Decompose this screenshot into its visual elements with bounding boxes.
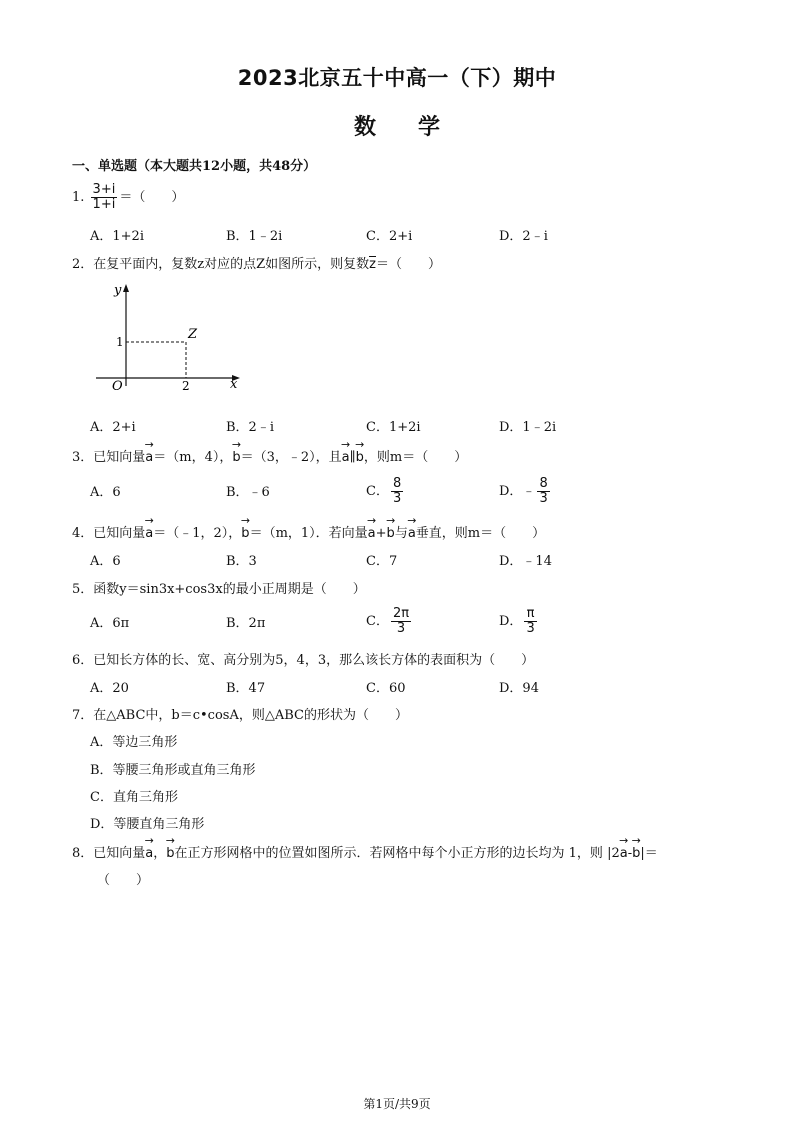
q5-option-a: A．6π: [90, 616, 130, 631]
q3-option-a: A．6: [90, 485, 121, 500]
q1-option-a: A．1+2i: [90, 229, 144, 244]
q3-part-1: 3．已知向量: [72, 450, 146, 465]
q3-part-2: ＝（m，4），: [153, 450, 233, 465]
frac-den: 3: [539, 491, 548, 506]
vector-a: → a: [408, 526, 416, 542]
frac-num: 2π: [392, 606, 410, 621]
frac-den: 3: [392, 491, 402, 506]
vector-a: → a: [145, 846, 153, 862]
x-label: x: [230, 377, 238, 392]
q1-option-b: B．1﹣2i: [226, 229, 283, 244]
q2-option-a: A．2+i: [90, 420, 136, 435]
q1-fraction: [91, 183, 118, 212]
y-tick-label: 1: [116, 335, 124, 349]
q3-part-3: ＝（3，﹣2），且: [240, 450, 342, 465]
q2-option-d: D．1﹣2i: [499, 420, 557, 435]
q2-complex-plane-graph: [90, 282, 250, 394]
q4-option-a: A．6: [90, 554, 121, 569]
page-footer: 第1页/共9页: [363, 1097, 431, 1111]
q2-text-pre: 2．在复平面内，复数z对应的点Z如图所示，则复数: [72, 257, 370, 272]
frac-num: π: [524, 607, 536, 622]
y-axis-arrow: [123, 284, 129, 292]
vector-a: → a: [368, 526, 376, 542]
q4-part-4: 与: [394, 526, 408, 541]
vector-a: → a: [145, 450, 153, 466]
q3-option-d-fraction: [537, 477, 549, 506]
q5-option-b: B．2π: [226, 616, 266, 631]
question-4: [72, 526, 545, 542]
abs-left: |: [607, 846, 612, 861]
q5-option-c: [366, 607, 413, 636]
vector-b: → b: [241, 526, 249, 542]
q4-part-1: 4．已知向量: [72, 526, 146, 541]
point-z-label: Z: [188, 327, 198, 342]
origin-label: O: [112, 379, 123, 394]
q2-option-c: C．1+2i: [366, 420, 421, 435]
q4-option-d: D．﹣14: [499, 554, 552, 569]
q4-option-c: C．7: [366, 554, 398, 569]
q4-part-2: ＝（﹣1，2），: [153, 526, 242, 541]
q1-option-c: C．2+i: [366, 229, 413, 244]
coefficient-two: 2: [611, 846, 620, 861]
q2-option-b: B．2﹣i: [226, 420, 274, 435]
q8-part-1: 8．已知向量: [72, 846, 146, 861]
question-2: [72, 257, 441, 273]
y-label: y: [114, 283, 122, 298]
q3-option-c-label: C．: [366, 484, 389, 499]
q8-comma: ，: [153, 846, 167, 861]
q4-part-5: 垂直，则m＝（ ）: [415, 526, 546, 541]
minus-sign: -: [627, 846, 633, 861]
q3-part-5: ，则m＝（ ）: [363, 450, 468, 465]
vector-b: → b: [356, 450, 364, 466]
q4-plus: +: [375, 526, 387, 541]
vector-a: → a: [620, 846, 628, 862]
q6-option-d: D．94: [499, 681, 539, 696]
page-title: 2023北京五十中高一（下）期中: [237, 66, 557, 90]
q5-option-c-fraction: [391, 607, 411, 636]
q2-text-post: ＝（ ）: [375, 257, 441, 272]
x-tick-label: 2: [182, 379, 190, 393]
q4-option-b: B．3: [226, 554, 257, 569]
q6-option-b: B．47: [226, 681, 266, 696]
subject-title: 数学: [353, 115, 482, 140]
q1-option-d: D．2﹣i: [499, 229, 548, 244]
question-8: [72, 846, 658, 862]
q3-option-c-fraction: [391, 477, 403, 506]
vector-b: → b: [232, 450, 240, 466]
q7-option-a: A．等边三角形: [90, 735, 178, 750]
q2-z-conjugate: z: [369, 257, 376, 272]
q7-option-b: B．等腰三角形或直角三角形: [90, 763, 256, 778]
question-6: 6．已知长方体的长、宽、高分别为5，4，3，那么该长方体的表面积为（ ）: [72, 653, 535, 668]
question-7: 7．在△ABC中，b＝c•cosA，则△ABC的形状为（ ）: [72, 708, 408, 723]
q3-option-b: B．﹣6: [226, 485, 270, 500]
q4-part-3: ＝（m，1）．若向量: [249, 526, 368, 541]
frac-den: 3: [396, 621, 406, 636]
q5-option-d-fraction: [524, 607, 536, 636]
q1-frac-num: 3+i: [92, 182, 116, 197]
section-heading: 一、单选题（本大题共12小题，共48分）: [72, 159, 317, 174]
vector-a: → a: [145, 526, 153, 542]
frac-num: 8: [539, 476, 548, 491]
question-1: [72, 183, 184, 212]
q5-option-c-label: C．: [366, 614, 389, 629]
q3-parallel: ∥: [349, 450, 356, 465]
frac-den: 3: [526, 621, 535, 636]
abs-right: |＝: [640, 846, 658, 861]
q1-tail: ＝（ ）: [119, 190, 185, 205]
vector-a: → a: [342, 450, 350, 466]
question-5: 5．函数y＝sin3x+cos3x的最小正周期是（ ）: [72, 582, 366, 597]
q5-option-d: [499, 607, 539, 636]
q8-part-2: 在正方形网格中的位置如图所示．若网格中每个小正方形的边长均为 1，则: [174, 846, 603, 861]
q6-option-c: C．60: [366, 681, 406, 696]
q6-option-a: A．20: [90, 681, 129, 696]
question-3: [72, 450, 467, 466]
q3-option-d: [499, 477, 552, 506]
q8-answer-blank: （ ）: [97, 873, 150, 888]
vector-b: → b: [387, 526, 395, 542]
q7-option-d: D．等腰直角三角形: [90, 817, 205, 832]
vector-b: → b: [166, 846, 174, 862]
q3-option-d-label: D．﹣: [499, 484, 536, 499]
vector-b: → b: [632, 846, 640, 862]
q1-number: 1.: [72, 190, 85, 205]
q1-frac-den: 1+i: [92, 197, 116, 212]
frac-num: 8: [392, 476, 402, 491]
q5-option-d-label: D．: [499, 614, 523, 629]
q7-option-c: C．直角三角形: [90, 790, 178, 805]
q3-option-c: [366, 477, 405, 506]
